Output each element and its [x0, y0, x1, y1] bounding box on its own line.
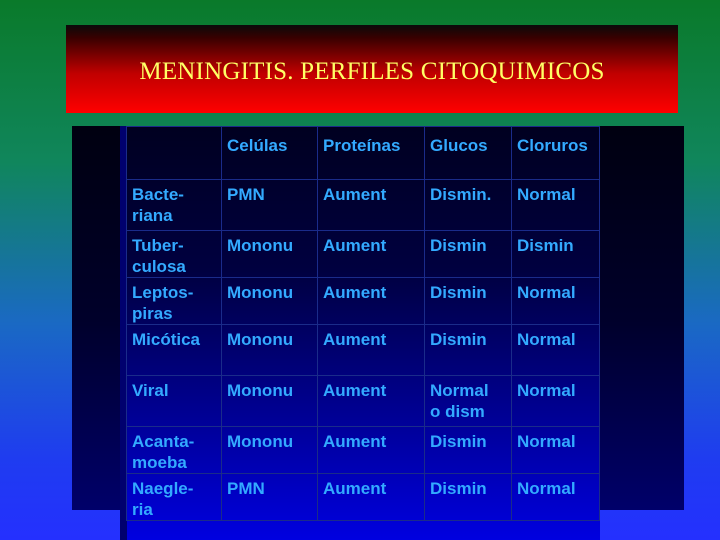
table-row	[127, 325, 600, 376]
table-cell: Dismin	[425, 474, 512, 521]
table-cell: Dismin.	[425, 180, 512, 231]
table-cell: Normal o dism	[425, 376, 512, 427]
table-row	[127, 474, 600, 521]
table-cell: Aument	[318, 474, 425, 521]
row-label: Viral	[127, 376, 222, 427]
table-cell: PMN	[222, 180, 318, 231]
table-row	[127, 231, 600, 278]
header-cell: Cloruros	[512, 127, 600, 180]
table-cell: Normal	[512, 427, 600, 474]
csf-profile-table	[126, 126, 600, 521]
table-cell: Mononu	[222, 325, 318, 376]
table-cell: Mononu	[222, 278, 318, 325]
table-cell: Normal	[512, 325, 600, 376]
header-cell: Proteínas	[318, 127, 425, 180]
table-cell: Aument	[318, 180, 425, 231]
table-cell: Dismin	[425, 231, 512, 278]
row-label: Tuber- culosa	[127, 231, 222, 278]
table-header-row	[127, 127, 600, 180]
header-cell: Glucos	[425, 127, 512, 180]
table-cell: Aument	[318, 231, 425, 278]
table-cell: Normal	[512, 278, 600, 325]
row-label: Acanta- moeba	[127, 427, 222, 474]
table-cell: Dismin	[512, 231, 600, 278]
table-cell: Aument	[318, 325, 425, 376]
table-cell: PMN	[222, 474, 318, 521]
table-cell: Aument	[318, 376, 425, 427]
table-row	[127, 180, 600, 231]
row-label: Naegle- ria	[127, 474, 222, 521]
table-cell: Normal	[512, 180, 600, 231]
table-cell: Mononu	[222, 376, 318, 427]
table-cell: Mononu	[222, 427, 318, 474]
table-row	[127, 427, 600, 474]
table-cell: Aument	[318, 427, 425, 474]
header-cell	[127, 127, 222, 180]
table-row	[127, 278, 600, 325]
table-cell: Dismin	[425, 325, 512, 376]
table-cell: Aument	[318, 278, 425, 325]
table-area	[120, 126, 600, 540]
table-cell: Dismin	[425, 278, 512, 325]
row-label: Leptos- piras	[127, 278, 222, 325]
header-cell: Celúlas	[222, 127, 318, 180]
table-row	[127, 376, 600, 427]
table-cell: Mononu	[222, 231, 318, 278]
row-label: Micótica	[127, 325, 222, 376]
slide-title: MENINGITIS. PERFILES CITOQUIMICOS	[139, 58, 605, 85]
table-cell: Normal	[512, 474, 600, 521]
table-cell: Dismin	[425, 427, 512, 474]
row-label: Bacte- riana	[127, 180, 222, 231]
table-cell: Normal	[512, 376, 600, 427]
title-banner	[66, 25, 678, 113]
